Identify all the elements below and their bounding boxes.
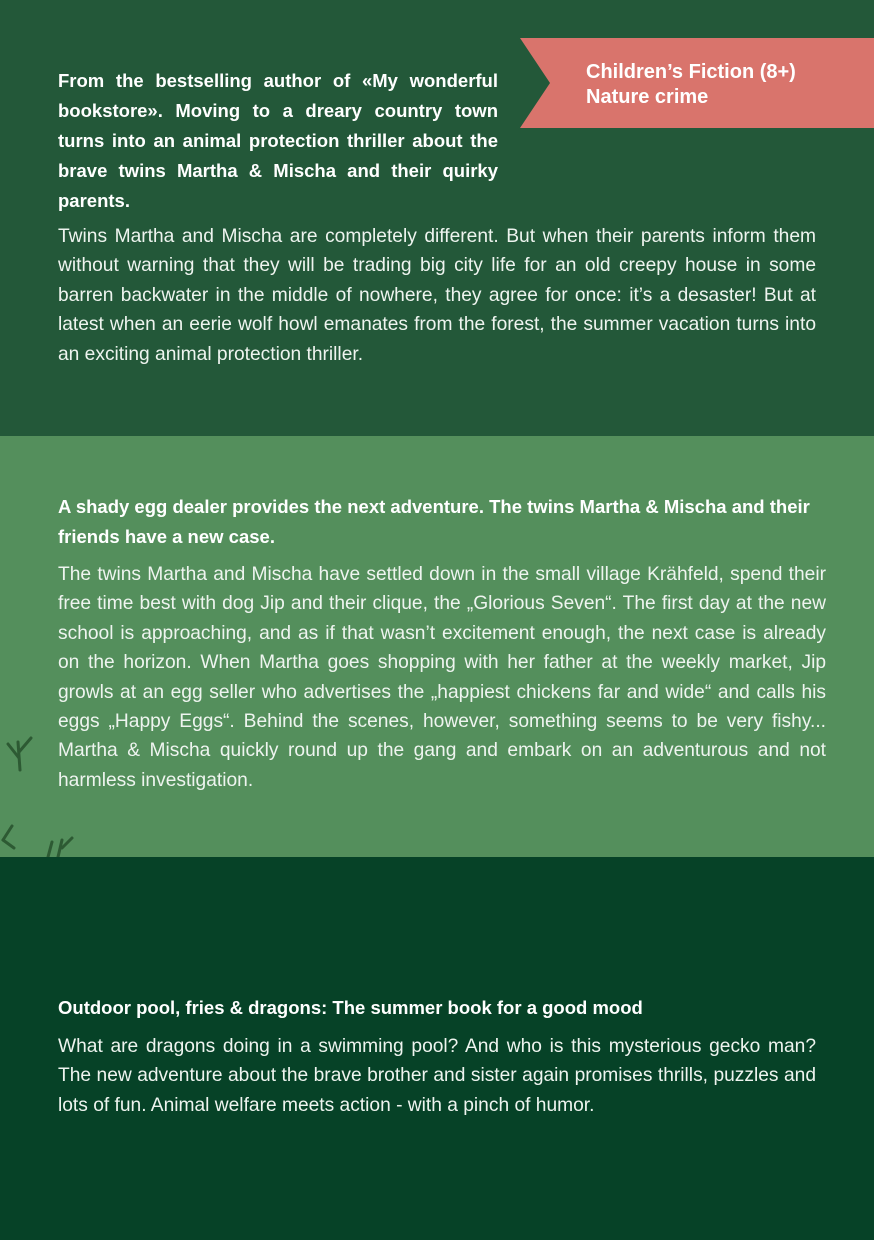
book-3-lead: Outdoor pool, fries & dragons: The summer book for a good mood (58, 997, 643, 1018)
book-2-lead: A shady egg dealer provides the next adventure. The twins Martha & Mischa and their friends have a new case. (58, 496, 810, 547)
book-3-description: What are dragons doing in a swimming pool? And who is this mysterious gecko man? The new adventure about the brave brother and sister again promises thrills, puzzles and lots of fun. Animal welfare meets action - with a pinch of humor. (58, 1036, 816, 1116)
book-1-description: Twins Martha and Mischa are completely different. But when their parents inform them without warning that they will be trading big city life for an old creepy house in some barren backwater in the middle of nowhere, they agree for once: it’s a desaster! But at latest when an eerie wolf howl emanates from the forest, the summer vacation turns into an exciting animal protection thriller. (58, 226, 816, 365)
book-1-lead: From the bestselling author of «My wonderful bookstore». Moving to a dreary country town turns into an animal protection thriller about the brave twins Martha & Mischa and their quirky parents. (58, 70, 498, 211)
book-section-1 (0, 0, 874, 436)
genre-line-2: Nature crime (586, 86, 709, 108)
book-section-2 (0, 436, 874, 857)
book-section-3 (0, 857, 874, 1240)
genre-tag (586, 60, 796, 110)
book-2-description: The twins Martha and Mischa have settled down in the small village Krähfeld, spend their free time best with dog Jip and their clique, the „Glorious Seven“. The first day at the new school is approaching, and as if that wasn’t excitement enough, the next case is already on the horizon. When Martha goes shopping with her father at the weekly market, Jip growls at an egg seller who advertises the „happiest chickens far and wide“ and calls his eggs „Happy Eggs“. Behind the scenes, however, something seems to be very fishy... Martha & Mischa quickly round up the gang and embark on an adventurous and not harmless investigation. (58, 564, 826, 791)
genre-line-1: Children’s Fiction (8+) (586, 61, 796, 83)
genre-ribbon (520, 38, 874, 128)
grass-sprig-icon (0, 730, 90, 857)
